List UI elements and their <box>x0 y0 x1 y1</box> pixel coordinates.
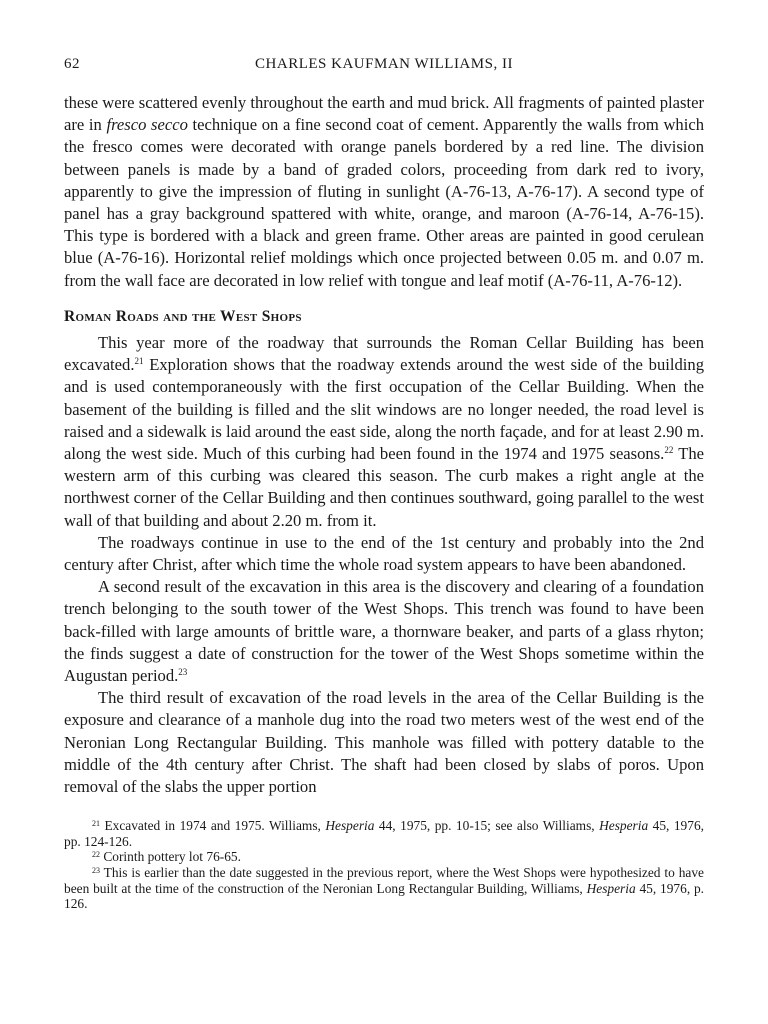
footnote-number: 22 <box>92 850 100 860</box>
body-text <box>64 92 704 798</box>
footnote-number: 23 <box>92 866 100 876</box>
footnote-text: 44, 1975, pp. 10-15; see also Williams, <box>374 818 600 834</box>
footnote-journal-title: Hesperia <box>586 880 636 896</box>
footnote-journal-title: Hesperia <box>325 818 375 834</box>
paragraph-4-text: A second result of the excavation in this area is the discovery and clearing of a foundation trench belonging to the south tower of the West Shops. This trench was found to have been back-filled with large amounts of brittle ware, a thornware beaker, and parts of a glass rhyton; the finds suggest a date of construction for the tower of the West Shops sometime within the Augustan period. <box>64 577 704 686</box>
footnote-text: Corinth pottery lot 76-65. <box>100 849 241 865</box>
paragraph-1 <box>64 92 704 292</box>
footnote-ref-21[interactable]: 21 <box>134 356 144 367</box>
footnote-22 <box>64 849 704 865</box>
page-header <box>64 56 704 78</box>
footnote-text: This is earlier than the date suggested in the previous report, where the West Shops were hypothesized to have been built at the time of the construction of the Neronian Long Rectangular Building, Williams, <box>64 865 704 896</box>
footnote-ref-23[interactable]: 23 <box>178 667 188 678</box>
paragraph-1-italic-term: fresco secco <box>106 115 188 135</box>
paragraph-2-text-c: The western arm of this curbing was cleared this season. The curb makes a right angle at the northwest corner of the Cellar Building and then continues southward, going parallel to the west wall of that building and about 2.20 m. from it. <box>64 444 704 530</box>
paragraph-3: The roadways continue in use to the end of the 1st century and probably into the 2nd century after Christ, after which time the whole road system appears to have been abandoned. <box>64 532 704 575</box>
footnote-number: 21 <box>92 819 100 829</box>
footnote-ref-22[interactable]: 22 <box>664 445 674 456</box>
footnote-23 <box>64 865 704 912</box>
section-heading: Roman Roads and the West Shops <box>64 307 302 325</box>
footnotes <box>64 818 704 912</box>
footnote-21 <box>64 818 704 849</box>
paragraph-2-text-a: This year more of the roadway that surrounds the Roman Cellar Building has been excavated. <box>64 333 704 375</box>
footnote-journal-title: Hesperia <box>599 818 649 834</box>
page <box>64 56 704 912</box>
paragraph-5: The third result of excavation of the road levels in the area of the Cellar Building is the exposure and clearance of a manhole dug into the road two meters west of the west end of the Neronian Long Rectangular Building. This manhole was filled with pottery datable to the middle of the 4th century after Christ. The shaft had been closed by slabs of poros. Upon removal of the slabs the upper portion <box>64 688 704 797</box>
footnote-text: Excavated in 1974 and 1975. Williams, <box>100 818 326 834</box>
paragraph-1-text-b: technique on a fine second coat of cement. Apparently the walls from which the fresco comes were decorated with orange panels bordered by a red line. The division between panels is made by a band of graded colors, proceeding from dark red to ivory, apparently to give the impression of fluting in sunlight (A-76-13, A-76-17). A second type of panel has a gray background spattered with white, orange, and maroon (A-76-14, A-76-15). This type is bordered with a black and green frame. Other areas are painted in good cerulean blue (A-76-16). Horizontal relief moldings which once projected between 0.05 m. and 0.07 m. from the wall face are decorated in low relief with tongue and leaf motif (A-76-11, A-76-12). <box>64 115 704 290</box>
paragraph-2-text-b: Exploration shows that the roadway extends around the west side of the building and is used contemporaneously with the first occupation of the Cellar Building. When the basement of the building is filled and the slit windows are no longer needed, the road level is raised and a sidewalk is laid around the east side, along the north façade, and for at least 2.90 m. along the west side. Much of this curbing had been found in the 1974 and 1975 seasons. <box>64 355 704 464</box>
paragraph-2 <box>64 332 704 532</box>
footnote-text: 45, 1976, pp. 124-126. <box>64 818 704 849</box>
running-head: CHARLES KAUFMAN WILLIAMS, II <box>255 56 513 72</box>
paragraph-1-text-a: these were scattered evenly throughout the earth and mud brick. All fragments of painted plaster are in <box>64 93 704 135</box>
paragraph-4 <box>64 576 704 687</box>
footnote-text: 45, 1976, p. 126. <box>64 880 705 912</box>
page-number: 62 <box>64 56 80 72</box>
